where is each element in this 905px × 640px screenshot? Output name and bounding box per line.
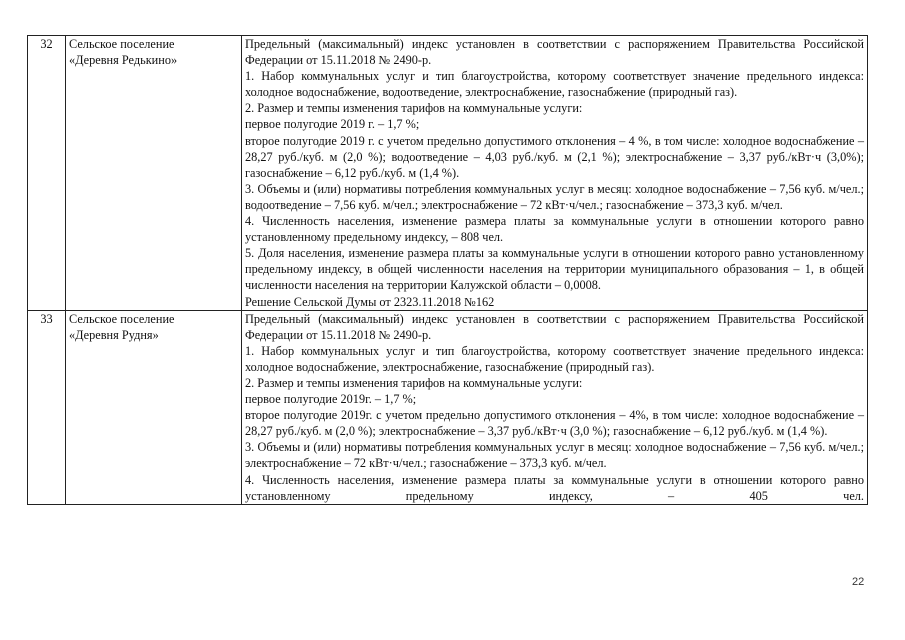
settlement-type: Сельское поселение — [69, 37, 175, 51]
page-number: 22 — [852, 576, 865, 588]
table-row — [28, 310, 868, 504]
paragraph: Предельный (максимальный) индекс установлен в соответствии с распоряжением Правительства Российской Федерации от 15.11.2018 № 2490-р. — [245, 311, 864, 342]
paragraph: 3. Объемы и (или) нормативы потребления коммунальных услуг в месяц: холодное водоснабжение – 7,56 куб. м/чел.; водоотведение – 7,56 куб. м/чел.; электроснабжение – 72 кВт·ч/чел.; газоснабжение – 373,3 куб. м/чел. — [245, 181, 864, 212]
paragraph: 5. Доля населения, изменение размера платы за коммунальные услуги в отношении которого равно установленному предельному индексу, в общей численности населения на территории муниципального образования – 1, в общей численности населения на территории Калужской области – 0,0008. — [245, 246, 864, 293]
utilities-index-table — [27, 35, 868, 505]
decision-reference: Решение Сельской Думы от 2323.11.2018 №162 — [245, 294, 495, 309]
paragraph: второе полугодие 2019г. с учетом предельно допустимого отклонения – 4%, в том числе: холодное водоснабжение – 28,27 руб./куб. м (2,0 %); электроснабжение – 3,37 руб./кВт·ч (3,0 %); газоснабжение – 6,12 руб./куб. м (1,4 %). — [245, 408, 864, 439]
row-number: 32 — [28, 36, 66, 311]
paragraph: 2. Размер и темпы изменения тарифов на коммунальные услуги: — [245, 101, 583, 116]
paragraph: 1. Набор коммунальных услуг и тип благоустройства, которому соответствует значение предельного индекса: холодное водоснабжение, электроснабжение, газоснабжение (природный газ). — [245, 343, 864, 374]
paragraph: Предельный (максимальный) индекс установлен в соответствии с распоряжением Правительства Российской Федерации от 15.11.2018 № 2490-р. — [245, 37, 864, 68]
settlement-name-cell — [66, 36, 242, 311]
settlement-name: «Деревня Редькино» — [69, 53, 178, 68]
row-number: 33 — [28, 310, 66, 504]
settlement-name-cell — [66, 310, 242, 504]
index-description-cell — [242, 36, 868, 311]
settlement-type: Сельское поселение — [69, 311, 175, 326]
paragraph: первое полугодие 2019 г. – 1,7 %; — [245, 117, 420, 132]
paragraph: второе полугодие 2019 г. с учетом предельно допустимого отклонения – 4 %, в том числе: холодное водоснабжение – 28,27 руб./куб. м (2,0 %); водоотведение – 4,03 руб./куб. м (2,1 %); электроснабжение – 3,37 руб./кВт·ч (3,0%); газоснабжение – 6,12 руб./куб. м (1,4 %). — [245, 133, 864, 180]
paragraph: 1. Набор коммунальных услуг и тип благоустройства, которому соответствует значение предельного индекса: холодное водоснабжение, водоотведение, электроснабжение, газоснабжение (природный газ). — [245, 69, 864, 100]
index-description-cell — [242, 310, 868, 504]
paragraph: 3. Объемы и (или) нормативы потребления коммунальных услуг в месяц: холодное водоснабжение – 7,56 куб. м/чел.; электроснабжение – 72 кВт·ч/чел.; газоснабжение – 373,3 куб. м/чел. — [245, 440, 864, 471]
paragraph: 2. Размер и темпы изменения тарифов на коммунальные услуги: — [245, 375, 583, 390]
paragraph: первое полугодие 2019г. – 1,7 %; — [245, 392, 417, 407]
table-row — [28, 36, 868, 311]
paragraph: 4. Численность населения, изменение размера платы за коммунальные услуги в отношении которого равно установленному предельному индексу, – 405 чел. — [245, 472, 864, 503]
paragraph: 4. Численность населения, изменение размера платы за коммунальные услуги в отношении которого равно установленному предельному индексу, – 808 чел. — [245, 214, 864, 245]
settlement-name: «Деревня Рудня» — [69, 327, 159, 342]
